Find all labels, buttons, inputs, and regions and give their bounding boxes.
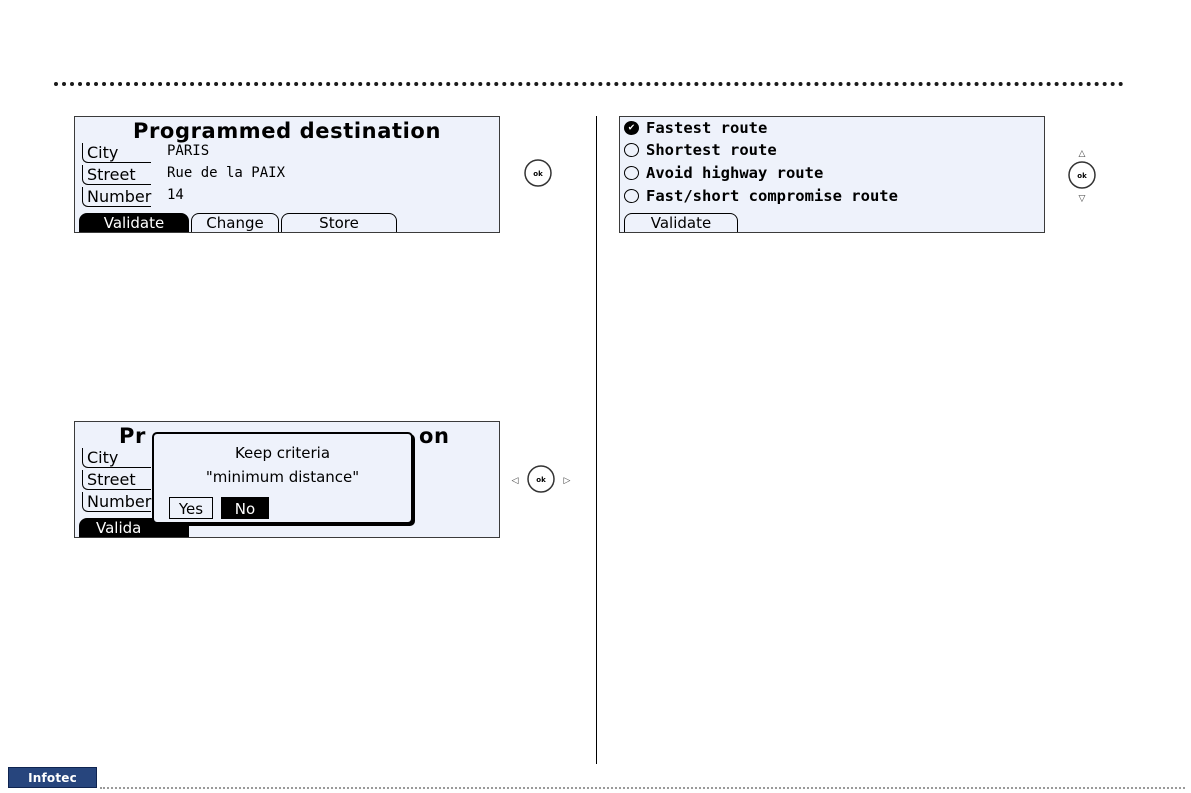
yes-button[interactable]: Yes	[169, 497, 213, 519]
infotec-logo: Infotec	[8, 767, 97, 788]
radio-empty-icon	[624, 189, 639, 203]
screen-title: Programmed destination	[132, 119, 442, 143]
route-options-screen	[619, 116, 1045, 233]
knob-label: ok	[536, 476, 546, 484]
softkey-bar	[620, 212, 1044, 232]
city-value: PARIS	[167, 143, 210, 159]
column-divider	[596, 116, 597, 764]
option-avoid-highway-route[interactable]	[624, 162, 823, 184]
city-label: City	[82, 143, 151, 163]
check-icon: ✔	[624, 121, 639, 135]
knob-label: ok	[1077, 172, 1087, 180]
up-arrow-icon: △	[1078, 149, 1086, 159]
validate-softkey[interactable]: Validate	[79, 213, 189, 232]
radio-empty-icon	[624, 166, 639, 180]
option-label: Shortest route	[646, 141, 777, 159]
keep-criteria-screen	[74, 421, 500, 538]
ok-knob-leftright-icon[interactable]	[509, 463, 573, 495]
option-fast-short-compromise-route[interactable]	[624, 185, 898, 207]
option-shortest-route[interactable]	[624, 139, 777, 161]
number-value: 14	[167, 187, 184, 203]
dialog-message: "minimum distance"	[205, 468, 360, 486]
number-label: Number	[82, 187, 151, 207]
validate-softkey[interactable]: Valida	[79, 518, 189, 537]
programmed-destination-screen	[74, 116, 500, 233]
street-label: Street	[82, 470, 151, 490]
number-label: Number	[82, 492, 151, 512]
ok-knob-updown-icon[interactable]	[1066, 146, 1098, 204]
softkey-bar	[75, 212, 499, 232]
option-label: Fast/short compromise route	[646, 187, 898, 205]
no-button[interactable]: No	[221, 497, 269, 519]
right-arrow-icon: ▷	[563, 476, 571, 486]
street-label: Street	[82, 165, 151, 185]
dotted-separator-bottom	[100, 787, 1185, 789]
validate-softkey[interactable]: Validate	[624, 213, 738, 232]
screen-title-left: Pr	[119, 424, 146, 448]
ok-knob-icon[interactable]	[522, 157, 554, 189]
left-arrow-icon: ◁	[511, 476, 519, 486]
keep-criteria-dialog	[152, 432, 413, 524]
knob-label: ok	[533, 170, 543, 178]
dotted-separator-top	[54, 82, 1124, 86]
street-value: Rue de la PAIX	[167, 165, 286, 181]
dialog-title: Keep criteria	[234, 444, 331, 462]
down-arrow-icon: ▽	[1078, 194, 1086, 204]
store-softkey[interactable]: Store	[281, 213, 397, 232]
change-softkey[interactable]: Change	[191, 213, 279, 232]
option-fastest-route[interactable]	[624, 117, 767, 139]
screen-title-right: on	[419, 424, 450, 448]
city-label: City	[82, 448, 151, 468]
option-label: Fastest route	[646, 119, 768, 137]
radio-empty-icon	[624, 143, 639, 157]
option-label: Avoid highway route	[646, 164, 824, 182]
